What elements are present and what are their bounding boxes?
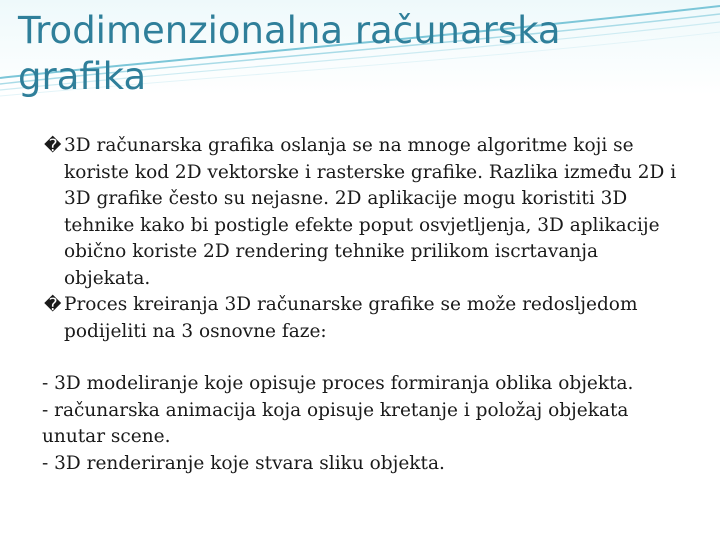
spacer [44, 345, 684, 371]
slide-body [44, 133, 684, 477]
missing-glyph-bullet-icon: � [44, 136, 62, 156]
missing-glyph-bullet-icon: � [44, 295, 62, 315]
slide-title: Trodimenzionalna računarska grafika [18, 9, 561, 98]
paragraph-2-text: Proces kreiranja 3D računarske grafike se može redosljedom podijeliti na 3 osnovne faze: [64, 294, 638, 342]
phase-item-rendering: - 3D renderiranje koje stvara sliku objekta. [42, 452, 445, 474]
bullet-paragraph-2 [44, 292, 684, 345]
bullet-paragraph-1 [44, 133, 684, 292]
phase-list [42, 371, 684, 477]
phase-item-animation: - računarska animacija koja opisuje kretanje i položaj objekata unutar scene. [42, 399, 629, 447]
paragraph-1-text: 3D računarska grafika oslanja se na mnoge algoritme koji se koriste kod 2D vektorske i rasterske grafike. Razlika između 2D i 3D grafike često su nejasne. 2D aplikacije mogu koristiti 3D tehnike kako bi postigle efekte poput osvjetljenja, 3D aplikacije obično koriste 2D rendering tehnike prilikom iscrtavanja objekata. [64, 135, 677, 289]
phase-item-modeling: - 3D modeliranje koje opisuje proces formiranja oblika objekta. [42, 373, 634, 394]
